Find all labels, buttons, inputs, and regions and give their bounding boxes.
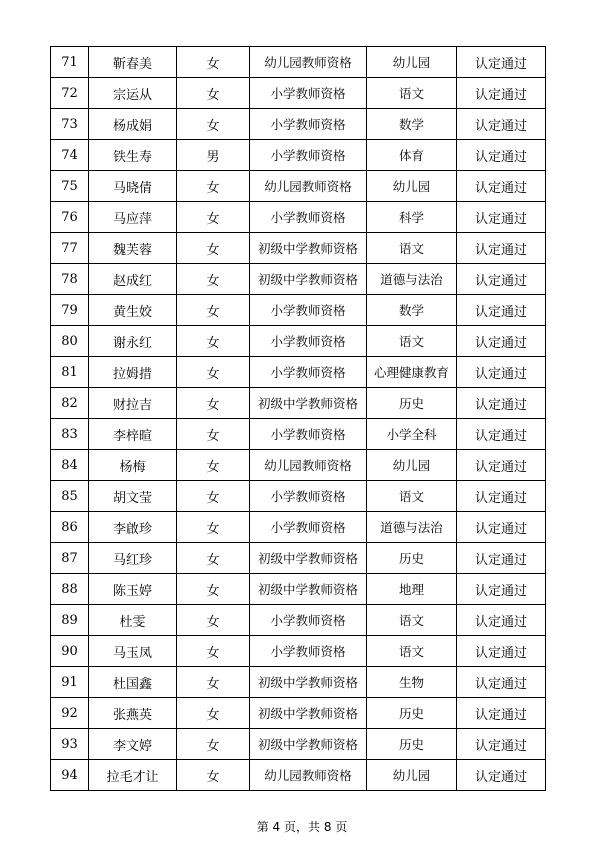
subject-cell: 语文 xyxy=(367,326,457,357)
subject-cell: 语文 xyxy=(367,233,457,264)
table-row xyxy=(51,233,546,264)
subject-cell: 数学 xyxy=(367,295,457,326)
result-cell: 认定通过 xyxy=(457,419,546,450)
certificate-type-cell: 小学教师资格 xyxy=(250,605,367,636)
subject-cell: 数学 xyxy=(367,109,457,140)
row-number-cell: 73 xyxy=(51,109,89,140)
gender-cell: 女 xyxy=(177,264,250,295)
subject-cell: 道德与法治 xyxy=(367,512,457,543)
certificate-type-cell: 小学教师资格 xyxy=(250,202,367,233)
row-number-cell: 88 xyxy=(51,574,89,605)
name-cell: 马红珍 xyxy=(89,543,177,574)
certificate-type-cell: 幼儿园教师资格 xyxy=(250,760,367,791)
gender-cell: 女 xyxy=(177,698,250,729)
gender-cell: 男 xyxy=(177,140,250,171)
gender-cell: 女 xyxy=(177,419,250,450)
gender-cell: 女 xyxy=(177,171,250,202)
certificate-type-cell: 小学教师资格 xyxy=(250,481,367,512)
gender-cell: 女 xyxy=(177,202,250,233)
name-cell: 马晓倩 xyxy=(89,171,177,202)
result-cell: 认定通过 xyxy=(457,667,546,698)
table-row xyxy=(51,512,546,543)
name-cell: 宗运从 xyxy=(89,78,177,109)
row-number-cell: 75 xyxy=(51,171,89,202)
gender-cell: 女 xyxy=(177,78,250,109)
name-cell: 赵成红 xyxy=(89,264,177,295)
name-cell: 杜国鑫 xyxy=(89,667,177,698)
result-cell: 认定通过 xyxy=(457,388,546,419)
subject-cell: 道德与法治 xyxy=(367,264,457,295)
table-row xyxy=(51,78,546,109)
subject-cell: 地理 xyxy=(367,574,457,605)
row-number-cell: 87 xyxy=(51,543,89,574)
table-row xyxy=(51,636,546,667)
row-number-cell: 91 xyxy=(51,667,89,698)
row-number-cell: 71 xyxy=(51,47,89,78)
name-cell: 李梓暄 xyxy=(89,419,177,450)
certification-table xyxy=(50,46,546,791)
table-row xyxy=(51,574,546,605)
row-number-cell: 80 xyxy=(51,326,89,357)
table-row xyxy=(51,450,546,481)
result-cell: 认定通过 xyxy=(457,109,546,140)
result-cell: 认定通过 xyxy=(457,760,546,791)
certificate-type-cell: 初级中学教师资格 xyxy=(250,388,367,419)
result-cell: 认定通过 xyxy=(457,512,546,543)
result-cell: 认定通过 xyxy=(457,47,546,78)
table-row xyxy=(51,729,546,760)
subject-cell: 历史 xyxy=(367,543,457,574)
certificate-type-cell: 幼儿园教师资格 xyxy=(250,450,367,481)
result-cell: 认定通过 xyxy=(457,202,546,233)
row-number-cell: 94 xyxy=(51,760,89,791)
gender-cell: 女 xyxy=(177,233,250,264)
result-cell: 认定通过 xyxy=(457,729,546,760)
gender-cell: 女 xyxy=(177,357,250,388)
certificate-type-cell: 小学教师资格 xyxy=(250,419,367,450)
result-cell: 认定通过 xyxy=(457,264,546,295)
certificate-type-cell: 初级中学教师资格 xyxy=(250,667,367,698)
table-row xyxy=(51,202,546,233)
subject-cell: 生物 xyxy=(367,667,457,698)
certificate-type-cell: 小学教师资格 xyxy=(250,295,367,326)
result-cell: 认定通过 xyxy=(457,233,546,264)
table-row xyxy=(51,419,546,450)
subject-cell: 小学全科 xyxy=(367,419,457,450)
row-number-cell: 83 xyxy=(51,419,89,450)
name-cell: 拉姆措 xyxy=(89,357,177,388)
gender-cell: 女 xyxy=(177,109,250,140)
name-cell: 李啟珍 xyxy=(89,512,177,543)
subject-cell: 语文 xyxy=(367,605,457,636)
name-cell: 靳春美 xyxy=(89,47,177,78)
gender-cell: 女 xyxy=(177,543,250,574)
name-cell: 杨成娟 xyxy=(89,109,177,140)
name-cell: 杜雯 xyxy=(89,605,177,636)
row-number-cell: 93 xyxy=(51,729,89,760)
name-cell: 魏芙蓉 xyxy=(89,233,177,264)
result-cell: 认定通过 xyxy=(457,326,546,357)
name-cell: 马应萍 xyxy=(89,202,177,233)
subject-cell: 幼儿园 xyxy=(367,760,457,791)
table-row xyxy=(51,481,546,512)
name-cell: 陈玉婷 xyxy=(89,574,177,605)
certificate-type-cell: 幼儿园教师资格 xyxy=(250,171,367,202)
result-cell: 认定通过 xyxy=(457,357,546,388)
table-row xyxy=(51,264,546,295)
table-row xyxy=(51,667,546,698)
certificate-type-cell: 初级中学教师资格 xyxy=(250,574,367,605)
subject-cell: 历史 xyxy=(367,729,457,760)
subject-cell: 幼儿园 xyxy=(367,171,457,202)
gender-cell: 女 xyxy=(177,47,250,78)
certificate-type-cell: 小学教师资格 xyxy=(250,78,367,109)
subject-cell: 语文 xyxy=(367,78,457,109)
subject-cell: 历史 xyxy=(367,698,457,729)
certificate-type-cell: 小学教师资格 xyxy=(250,140,367,171)
name-cell: 李文婷 xyxy=(89,729,177,760)
table-row xyxy=(51,543,546,574)
certificate-type-cell: 初级中学教师资格 xyxy=(250,729,367,760)
gender-cell: 女 xyxy=(177,481,250,512)
row-number-cell: 89 xyxy=(51,605,89,636)
name-cell: 胡文莹 xyxy=(89,481,177,512)
row-number-cell: 81 xyxy=(51,357,89,388)
gender-cell: 女 xyxy=(177,512,250,543)
certificate-type-cell: 小学教师资格 xyxy=(250,636,367,667)
row-number-cell: 82 xyxy=(51,388,89,419)
name-cell: 黄生姣 xyxy=(89,295,177,326)
subject-cell: 心理健康教育 xyxy=(367,357,457,388)
result-cell: 认定通过 xyxy=(457,171,546,202)
row-number-cell: 77 xyxy=(51,233,89,264)
result-cell: 认定通过 xyxy=(457,698,546,729)
name-cell: 杨梅 xyxy=(89,450,177,481)
table-row xyxy=(51,171,546,202)
subject-cell: 语文 xyxy=(367,636,457,667)
certificate-type-cell: 小学教师资格 xyxy=(250,326,367,357)
name-cell: 拉毛才让 xyxy=(89,760,177,791)
subject-cell: 科学 xyxy=(367,202,457,233)
certificate-type-cell: 初级中学教师资格 xyxy=(250,264,367,295)
name-cell: 谢永红 xyxy=(89,326,177,357)
table-row xyxy=(51,326,546,357)
table-row xyxy=(51,357,546,388)
name-cell: 财拉吉 xyxy=(89,388,177,419)
result-cell: 认定通过 xyxy=(457,450,546,481)
result-cell: 认定通过 xyxy=(457,295,546,326)
row-number-cell: 72 xyxy=(51,78,89,109)
result-cell: 认定通过 xyxy=(457,636,546,667)
result-cell: 认定通过 xyxy=(457,574,546,605)
table-row xyxy=(51,47,546,78)
table-row xyxy=(51,140,546,171)
gender-cell: 女 xyxy=(177,574,250,605)
result-cell: 认定通过 xyxy=(457,140,546,171)
row-number-cell: 90 xyxy=(51,636,89,667)
certificate-type-cell: 初级中学教师资格 xyxy=(250,698,367,729)
table-row xyxy=(51,605,546,636)
certificate-type-cell: 小学教师资格 xyxy=(250,512,367,543)
certificate-type-cell: 小学教师资格 xyxy=(250,109,367,140)
certificate-type-cell: 初级中学教师资格 xyxy=(250,543,367,574)
certificate-type-cell: 小学教师资格 xyxy=(250,357,367,388)
gender-cell: 女 xyxy=(177,326,250,357)
row-number-cell: 76 xyxy=(51,202,89,233)
subject-cell: 语文 xyxy=(367,481,457,512)
result-cell: 认定通过 xyxy=(457,605,546,636)
gender-cell: 女 xyxy=(177,636,250,667)
row-number-cell: 84 xyxy=(51,450,89,481)
gender-cell: 女 xyxy=(177,605,250,636)
subject-cell: 体育 xyxy=(367,140,457,171)
row-number-cell: 79 xyxy=(51,295,89,326)
table-row xyxy=(51,388,546,419)
row-number-cell: 74 xyxy=(51,140,89,171)
certificate-type-cell: 初级中学教师资格 xyxy=(250,233,367,264)
table-row xyxy=(51,109,546,140)
subject-cell: 历史 xyxy=(367,388,457,419)
table-body xyxy=(51,47,546,791)
result-cell: 认定通过 xyxy=(457,481,546,512)
gender-cell: 女 xyxy=(177,388,250,419)
gender-cell: 女 xyxy=(177,729,250,760)
result-cell: 认定通过 xyxy=(457,78,546,109)
name-cell: 马玉凤 xyxy=(89,636,177,667)
certificate-type-cell: 幼儿园教师资格 xyxy=(250,47,367,78)
gender-cell: 女 xyxy=(177,667,250,698)
gender-cell: 女 xyxy=(177,450,250,481)
gender-cell: 女 xyxy=(177,760,250,791)
row-number-cell: 86 xyxy=(51,512,89,543)
table-row xyxy=(51,698,546,729)
subject-cell: 幼儿园 xyxy=(367,450,457,481)
gender-cell: 女 xyxy=(177,295,250,326)
row-number-cell: 92 xyxy=(51,698,89,729)
table-row xyxy=(51,295,546,326)
row-number-cell: 78 xyxy=(51,264,89,295)
result-cell: 认定通过 xyxy=(457,543,546,574)
subject-cell: 幼儿园 xyxy=(367,47,457,78)
row-number-cell: 85 xyxy=(51,481,89,512)
table-row xyxy=(51,760,546,791)
page-footer: 第 4 页，共 8 页 xyxy=(256,820,348,834)
name-cell: 铁生寿 xyxy=(89,140,177,171)
name-cell: 张燕英 xyxy=(89,698,177,729)
